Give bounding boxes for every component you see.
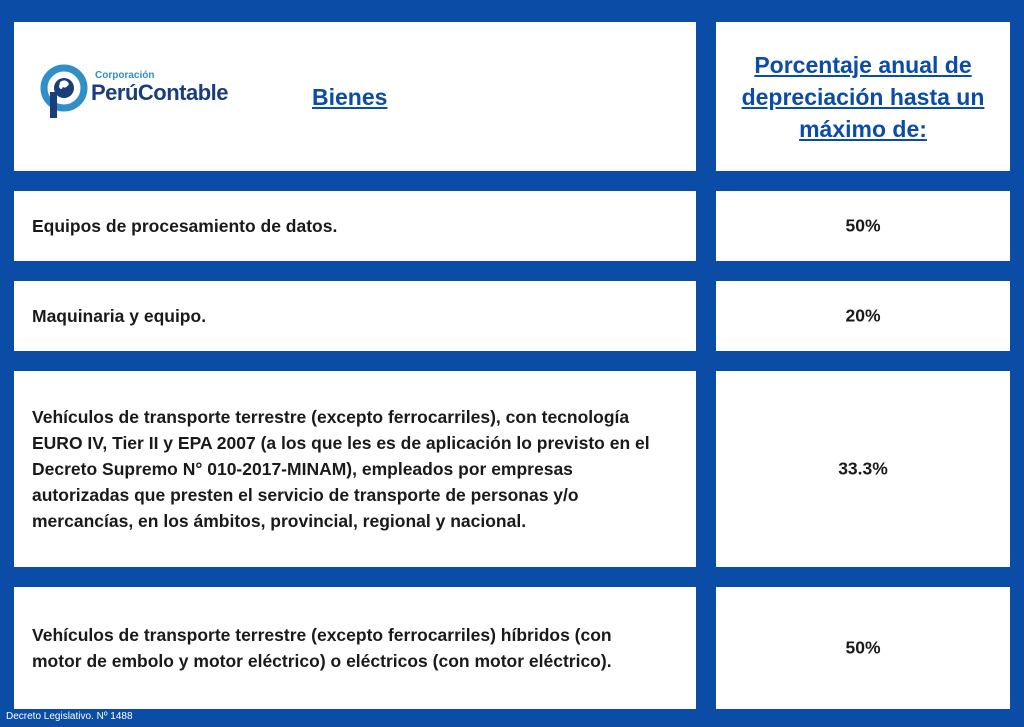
asset-text: Equipos de procesamiento de datos.: [32, 216, 338, 236]
column-header-rate: Porcentaje anual de depreciación hasta un máximo de:: [741, 51, 985, 142]
header-bienes-cell: [14, 22, 696, 171]
table-row-4-rate: [716, 587, 1010, 709]
asset-text: Vehículos de transporte terrestre (excepto ferrocarriles), con tecnología EURO IV, Tier II y EPA 2007 (a los que les es de aplicación lo previsto en el Decreto Supremo N° 010-2017-MINAM), empleados por empresas autorizadas que presten el servicio de transporte de personas y/o mercancías, en los ámbitos, provincial, regional y nacional.: [32, 407, 650, 531]
table-row-1-asset: [14, 191, 696, 261]
footer-source: Decreto Legislativo. Nº 1488: [6, 711, 133, 722]
header-rate-cell: [716, 22, 1010, 171]
rate-value: 20%: [845, 305, 881, 326]
rate-value: 50%: [845, 637, 881, 658]
rate-value: 50%: [845, 215, 881, 236]
logo-name: PerúContable: [91, 80, 229, 105]
asset-text: Maquinaria y equipo.: [32, 306, 207, 326]
table-row-2-rate: [716, 281, 1010, 351]
rate-value: 33.3%: [838, 458, 888, 479]
peru-contable-logo: [40, 58, 260, 120]
column-header-bienes: Bienes: [312, 84, 388, 110]
table-row-3-asset: [14, 371, 696, 567]
logo-icon: [40, 58, 90, 120]
asset-text: Vehículos de transporte terrestre (excepto ferrocarriles) híbridos (con motor de embolo y motor eléctrico) o eléctricos (con motor eléctrico).: [32, 625, 612, 671]
table-row-3-rate: [716, 371, 1010, 567]
table-row-4-asset: [14, 587, 696, 709]
logo-subtitle: Corporación: [95, 70, 155, 81]
table-row-1-rate: [716, 191, 1010, 261]
table-row-2-asset: [14, 281, 696, 351]
